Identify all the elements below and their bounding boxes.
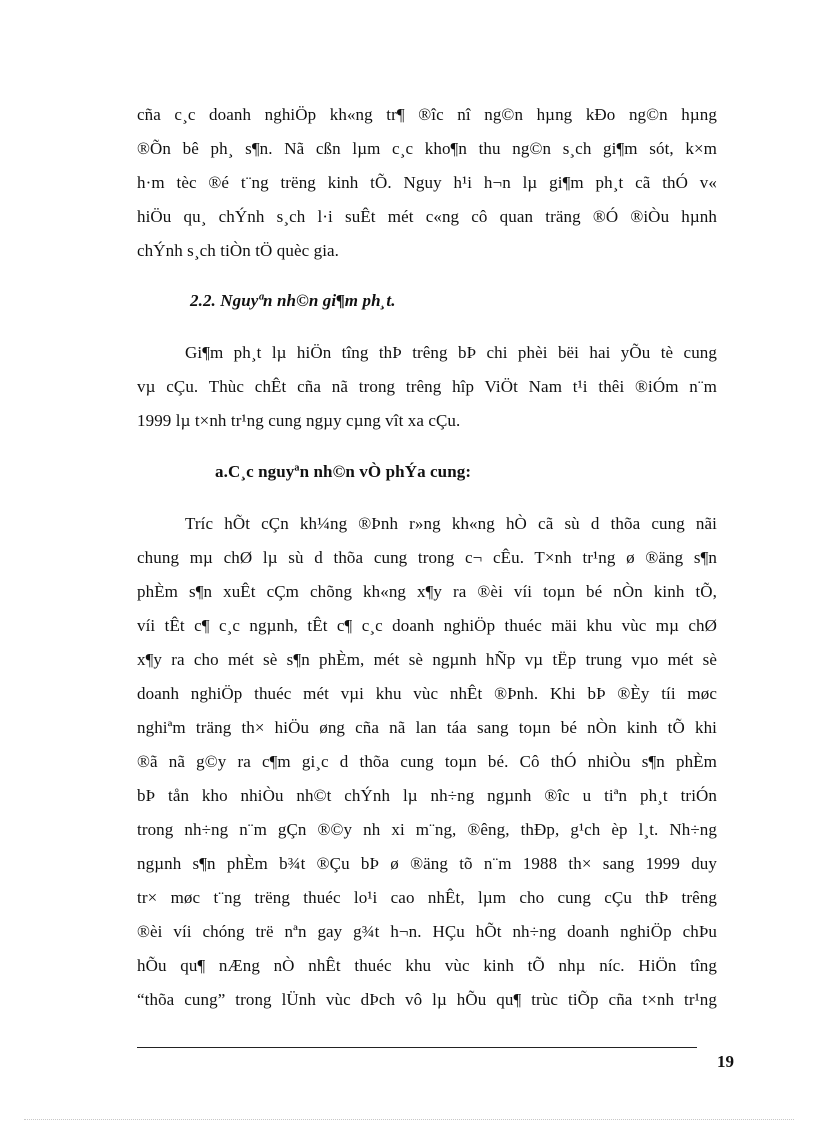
paragraph-line: Tríc hÕt cÇn kh¼ng ®Þnh r»ng kh«ng hÒ cã sù d thõa cung nãi: [185, 514, 717, 533]
paragraph-line: ngµnh s¶n phÈm b¾t ®Çu bÞ ø ®äng tõ n¨m 1988 th× sang 1999 duy: [137, 854, 717, 873]
paragraph-line: 1999 lµ t×nh tr¹ng cung ngµy cµng vît xa cÇu.: [137, 411, 461, 430]
page-number: 19: [717, 1052, 734, 1071]
paragraph-line: cña c¸c doanh nghiÖp kh«ng tr¶ ®îc nî ng©n hµng kÐo ng©n hµng: [137, 105, 717, 124]
paragraph-line: ®èi víi chóng trë nªn gay g¾t h¬n. HÇu hÕt nh÷ng doanh nghiÖp chÞu: [137, 922, 717, 941]
paragraph-line: tr× møc t¨ng trëng thuéc lo¹i cao nhÊt, lµm cho cung cÇu thÞ trêng: [137, 888, 717, 907]
paragraph-line: trong nh÷ng n¨m gÇn ®©y nh xi m¨ng, ®êng, thÐp, g¹ch èp l¸t. Nh÷ng: [137, 820, 717, 839]
paragraph-line: Gi¶m ph¸t lµ hiÖn tîng thÞ trêng bÞ chi phèi bëi hai yÕu tè cung: [185, 343, 717, 362]
paragraph-line: víi tÊt c¶ c¸c ngµnh, tÊt c¶ c¸c doanh nghiÖp thuéc mäi khu vùc mµ chØ: [137, 616, 717, 635]
paragraph-line: chung mµ chØ lµ sù d thõa cung trong c¬ cÊu. T×nh tr¹ng ø ®äng s¶n: [137, 548, 717, 567]
section-heading: 2.2. Nguyªn nh©n gi¶m ph¸t.: [190, 291, 396, 310]
paragraph-line: x¶y ra cho mét sè s¶n phÈm, mét sè ngµnh hÑp vµ tËp trung vµo mét sè: [137, 650, 717, 669]
paragraph-line: hiÖu qu¸ chÝnh s¸ch l·i suÊt mét c«ng cô quan träng ®Ó ®iÒu hµnh: [137, 207, 717, 226]
paragraph-line: ®Õn bê ph¸ s¶n. Nã cßn lµm c¸c kho¶n thu ng©n s¸ch gi¶m sót, k×m: [137, 139, 717, 158]
paragraph-line: “thõa cung” trong lÜnh vùc dÞch vô lµ hÕu qu¶ trùc tiÕp cña t×nh tr¹ng: [137, 990, 717, 1009]
paragraph-line: doanh nghiÖp thuéc mét vµi khu vùc nhÊt ®Þnh. Khi bÞ ®Èy tíi møc: [137, 684, 717, 703]
paragraph-line: nghiªm träng th× hiÖu øng cña nã lan táa sang toµn bé nÒn kinh tÕ khi: [137, 718, 717, 737]
footer-rule: [137, 1047, 697, 1048]
paragraph-line: ®ã nã g©y ra c¶m gi¸c d thõa cung toµn bé. Cô thÓ nhiÒu s¶n phÈm: [137, 752, 717, 771]
page-bottom-divider: [24, 1119, 794, 1120]
paragraph-line: vµ cÇu. Thùc chÊt cña nã trong trêng hîp ViÖt Nam t¹i thêi ®iÓm n¨m: [137, 377, 717, 396]
paragraph-line: h·m tèc ®é t¨ng trëng kinh tÕ. Nguy h¹i h¬n lµ gi¶m ph¸t cã thÓ v«: [137, 173, 717, 192]
subsection-heading: a.C¸c nguyªn nh©n vÒ phÝa cung:: [215, 462, 472, 481]
paragraph-line: bÞ tån kho nhiÒu nh©t chÝnh lµ nh÷ng ngµnh ®îc u tiªn ph¸t triÓn: [137, 786, 717, 805]
paragraph-line: phÈm s¶n xuÊt cÇm chõng kh«ng x¶y ra ®èi víi toµn bé nÒn kinh tÕ,: [137, 582, 717, 601]
paragraph-line: chÝnh s¸ch tiÒn tÖ quèc gia.: [137, 241, 340, 260]
paragraph-line: hÕu qu¶ nÆng nÒ nhÊt thuéc khu vùc kinh tÕ nhµ níc. HiÖn tîng: [137, 956, 717, 975]
